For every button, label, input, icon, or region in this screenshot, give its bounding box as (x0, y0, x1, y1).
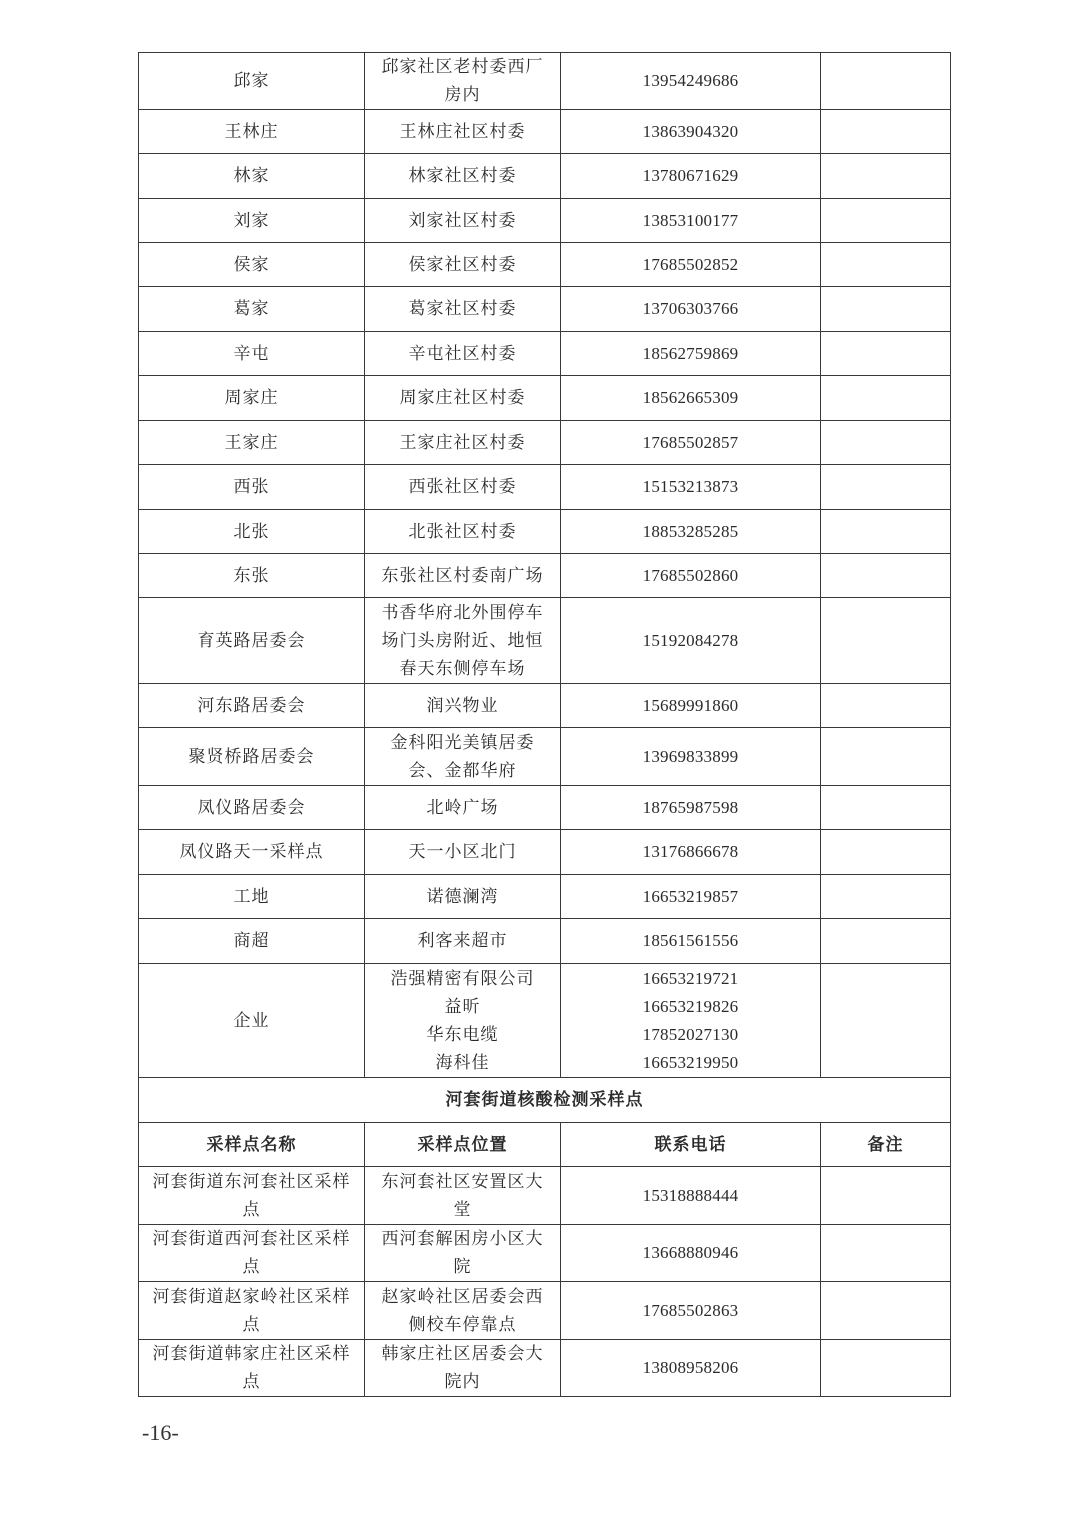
contact-phone: 15318888444 (561, 1167, 821, 1225)
enterprise-location: 益昕 (444, 996, 481, 1017)
contact-phone: 17685502860 (561, 554, 821, 598)
contact-phone: 17685502863 (561, 1282, 821, 1340)
site-location: 西河套解困房小区大院 (365, 1225, 561, 1282)
site-location: 北岭广场 (365, 786, 561, 830)
site-name: 凤仪路居委会 (139, 786, 365, 830)
contact-phone: 13176866678 (561, 830, 821, 875)
remark (821, 728, 951, 786)
site-name: 邱家 (139, 53, 365, 110)
table-row (139, 287, 951, 332)
contact-phone: 15192084278 (561, 598, 821, 684)
table-row (139, 110, 951, 154)
site-location: 天一小区北门 (365, 830, 561, 875)
header-location: 采样点位置 (365, 1123, 561, 1167)
enterprise-locations (365, 964, 561, 1078)
enterprise-location: 华东电缆 (426, 1024, 499, 1045)
table-row (139, 465, 951, 510)
remark (821, 154, 951, 199)
contact-phone: 13780671629 (561, 154, 821, 199)
site-name: 辛屯 (139, 332, 365, 376)
site-name: 北张 (139, 510, 365, 554)
table-row (139, 1340, 951, 1397)
table-row (139, 598, 951, 684)
table-row (139, 728, 951, 786)
site-location: 东张社区村委南广场 (365, 554, 561, 598)
site-name: 林家 (139, 154, 365, 199)
remark (821, 199, 951, 243)
site-name: 商超 (139, 919, 365, 964)
site-location: 润兴物业 (365, 684, 561, 728)
contact-phone: 17852027130 (642, 1024, 739, 1044)
enterprise-location: 浩强精密有限公司 (390, 968, 535, 989)
contact-phone: 16653219857 (561, 875, 821, 919)
site-location: 刘家社区村委 (365, 199, 561, 243)
site-location: 东河套社区安置区大堂 (365, 1167, 561, 1225)
site-name: 西张 (139, 465, 365, 510)
site-name: 凤仪路天一采样点 (139, 830, 365, 875)
table-row (139, 154, 951, 199)
sampling-points-table (138, 52, 951, 1397)
remark (821, 465, 951, 510)
table-row (139, 919, 951, 964)
page-number: -16- (142, 1420, 179, 1445)
header-row (139, 1123, 951, 1167)
table-row (139, 1225, 951, 1282)
site-location: 利客来超市 (365, 919, 561, 964)
table-row (139, 554, 951, 598)
enterprise-location: 海科佳 (435, 1052, 490, 1073)
contact-phone: 16653219950 (642, 1052, 739, 1072)
table-row (139, 830, 951, 875)
remark (821, 786, 951, 830)
contact-phone: 18562665309 (561, 376, 821, 421)
contact-phone: 18561561556 (561, 919, 821, 964)
contact-phone: 16653219721 (642, 968, 739, 988)
remark (821, 554, 951, 598)
remark (821, 287, 951, 332)
table-row (139, 243, 951, 287)
contact-phone: 13969833899 (561, 728, 821, 786)
table-row (139, 786, 951, 830)
remark (821, 684, 951, 728)
remark (821, 1340, 951, 1397)
site-location: 书香华府北外围停车场门头房附近、地恒春天东侧停车场 (365, 598, 561, 684)
site-name: 河套街道西河套社区采样点 (139, 1225, 365, 1282)
site-location: 西张社区村委 (365, 465, 561, 510)
remark (821, 875, 951, 919)
site-name: 企业 (139, 964, 365, 1078)
contact-phone: 17685502852 (561, 243, 821, 287)
contact-phone: 18562759869 (561, 332, 821, 376)
site-location: 金科阳光美镇居委会、金都华府 (365, 728, 561, 786)
site-name: 周家庄 (139, 376, 365, 421)
remark (821, 110, 951, 154)
site-name: 东张 (139, 554, 365, 598)
table-row (139, 1282, 951, 1340)
section-title: 河套街道核酸检测采样点 (139, 1078, 951, 1123)
contact-phone: 15689991860 (561, 684, 821, 728)
site-location: 邱家社区老村委西厂房内 (365, 53, 561, 110)
site-name: 王林庄 (139, 110, 365, 154)
site-location: 辛屯社区村委 (365, 332, 561, 376)
site-location: 韩家庄社区居委会大院内 (365, 1340, 561, 1397)
site-name: 工地 (139, 875, 365, 919)
contact-phone: 15153213873 (561, 465, 821, 510)
remark (821, 421, 951, 465)
site-location: 王林庄社区村委 (365, 110, 561, 154)
remark (821, 510, 951, 554)
site-location: 周家庄社区村委 (365, 376, 561, 421)
table-row (139, 1167, 951, 1225)
enterprise-phones (561, 964, 821, 1078)
table-row (139, 199, 951, 243)
contact-phone: 18853285285 (561, 510, 821, 554)
site-name: 聚贤桥路居委会 (139, 728, 365, 786)
header-phone: 联系电话 (561, 1123, 821, 1167)
site-location: 林家社区村委 (365, 154, 561, 199)
contact-phone: 13863904320 (561, 110, 821, 154)
site-location: 赵家岭社区居委会西侧校车停靠点 (365, 1282, 561, 1340)
site-name: 王家庄 (139, 421, 365, 465)
site-name: 刘家 (139, 199, 365, 243)
contact-phone: 13808958206 (561, 1340, 821, 1397)
header-name: 采样点名称 (139, 1123, 365, 1167)
remark (821, 1282, 951, 1340)
site-name: 育英路居委会 (139, 598, 365, 684)
contact-phone: 13706303766 (561, 287, 821, 332)
table-row (139, 53, 951, 110)
site-name: 侯家 (139, 243, 365, 287)
remark (821, 243, 951, 287)
remark (821, 1167, 951, 1225)
table-row (139, 684, 951, 728)
remark (821, 376, 951, 421)
remark (821, 598, 951, 684)
remark (821, 53, 951, 110)
table-row (139, 510, 951, 554)
contact-phone: 18765987598 (561, 786, 821, 830)
site-location: 侯家社区村委 (365, 243, 561, 287)
contact-phone: 13853100177 (561, 199, 821, 243)
site-location: 诺德澜湾 (365, 875, 561, 919)
contact-phone: 13668880946 (561, 1225, 821, 1282)
table-row (139, 875, 951, 919)
remark (821, 830, 951, 875)
header-note: 备注 (821, 1123, 951, 1167)
site-name: 葛家 (139, 287, 365, 332)
table-row (139, 376, 951, 421)
site-name: 河套街道赵家岭社区采样点 (139, 1282, 365, 1340)
remark (821, 919, 951, 964)
table-row (139, 332, 951, 376)
contact-phone: 17685502857 (561, 421, 821, 465)
remark (821, 332, 951, 376)
site-location: 北张社区村委 (365, 510, 561, 554)
contact-phone: 13954249686 (561, 53, 821, 110)
site-name: 河东路居委会 (139, 684, 365, 728)
contact-phone: 16653219826 (642, 996, 739, 1016)
site-name: 河套街道韩家庄社区采样点 (139, 1340, 365, 1397)
remark (821, 964, 951, 1078)
section-row (139, 1078, 951, 1123)
table-row (139, 421, 951, 465)
remark (821, 1225, 951, 1282)
site-name: 河套街道东河套社区采样点 (139, 1167, 365, 1225)
site-location: 葛家社区村委 (365, 287, 561, 332)
site-location: 王家庄社区村委 (365, 421, 561, 465)
enterprise-row (139, 964, 951, 1078)
